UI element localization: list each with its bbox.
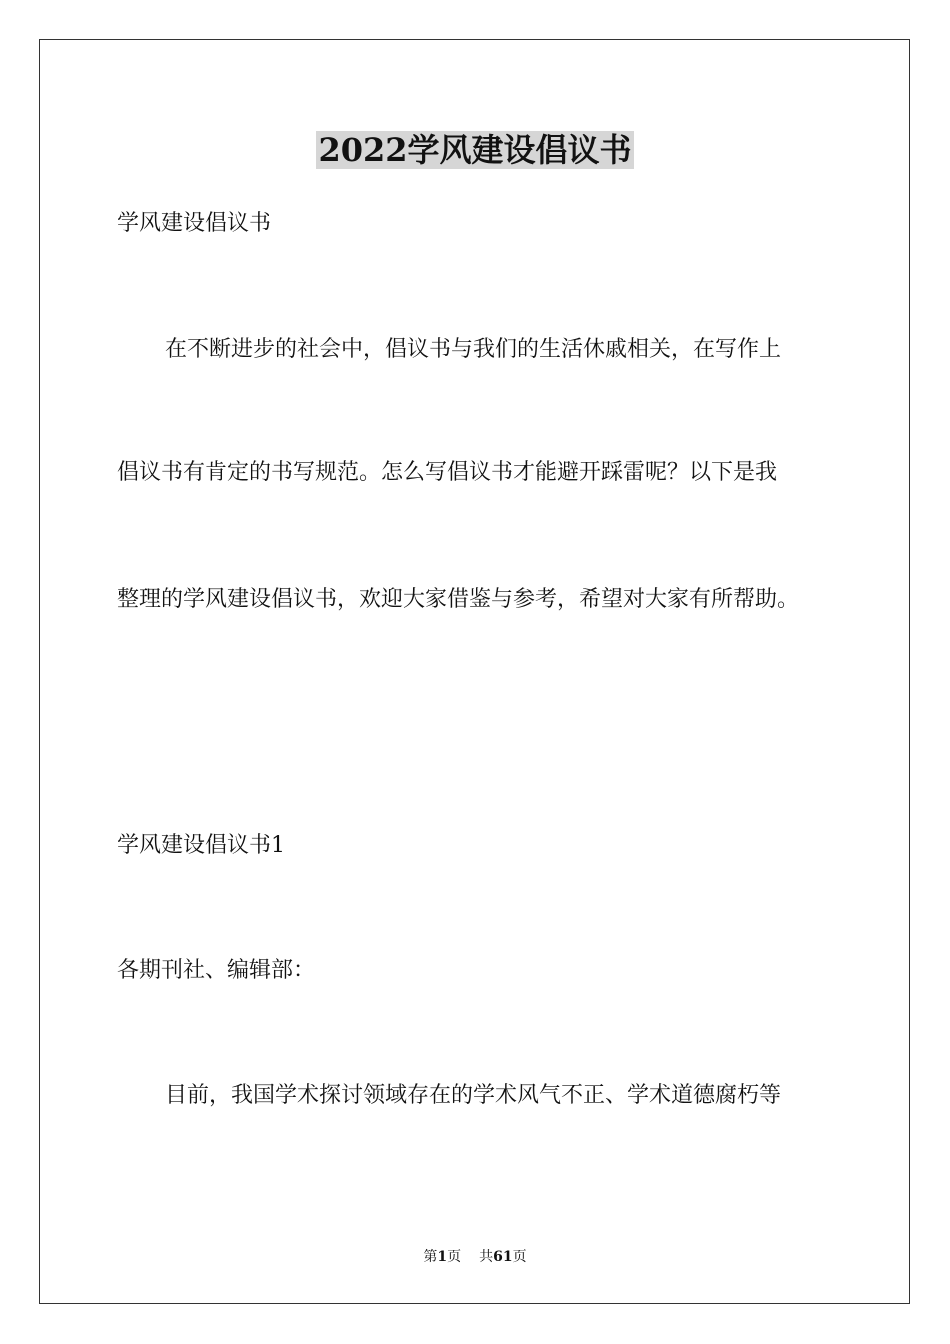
salutation: 各期刊社、编辑部： bbox=[117, 958, 316, 983]
document-subtitle: 学风建设倡议书 bbox=[117, 211, 272, 236]
intro-line-1: 在不断进步的社会中，倡议书与我们的生活休戚相关，在写作上 bbox=[165, 337, 782, 362]
footer-total-suffix: 页 bbox=[512, 1249, 527, 1265]
footer-page-prefix: 第 bbox=[423, 1249, 438, 1265]
section-heading: 学风建设倡议书1 bbox=[117, 833, 285, 858]
footer-page-suffix: 页 bbox=[447, 1249, 462, 1265]
body-line-1: 目前，我国学术探讨领域存在的学术风气不正、学术道德腐朽等 bbox=[165, 1083, 782, 1108]
footer-page-number: 1 bbox=[437, 1249, 448, 1265]
footer-total-pages: 61 bbox=[493, 1249, 513, 1265]
document-title bbox=[0, 126, 950, 174]
footer-total-prefix: 共 bbox=[479, 1249, 494, 1265]
intro-line-3: 整理的学风建设倡议书，欢迎大家借鉴与参考，希望对大家有所帮助。 bbox=[117, 587, 800, 612]
intro-line-2: 倡议书有肯定的书写规范。怎么写倡议书才能避开踩雷呢？以下是我 bbox=[117, 460, 778, 485]
document-title-text: 2022学风建设倡议书 bbox=[318, 131, 632, 169]
page-footer bbox=[0, 1247, 950, 1267]
